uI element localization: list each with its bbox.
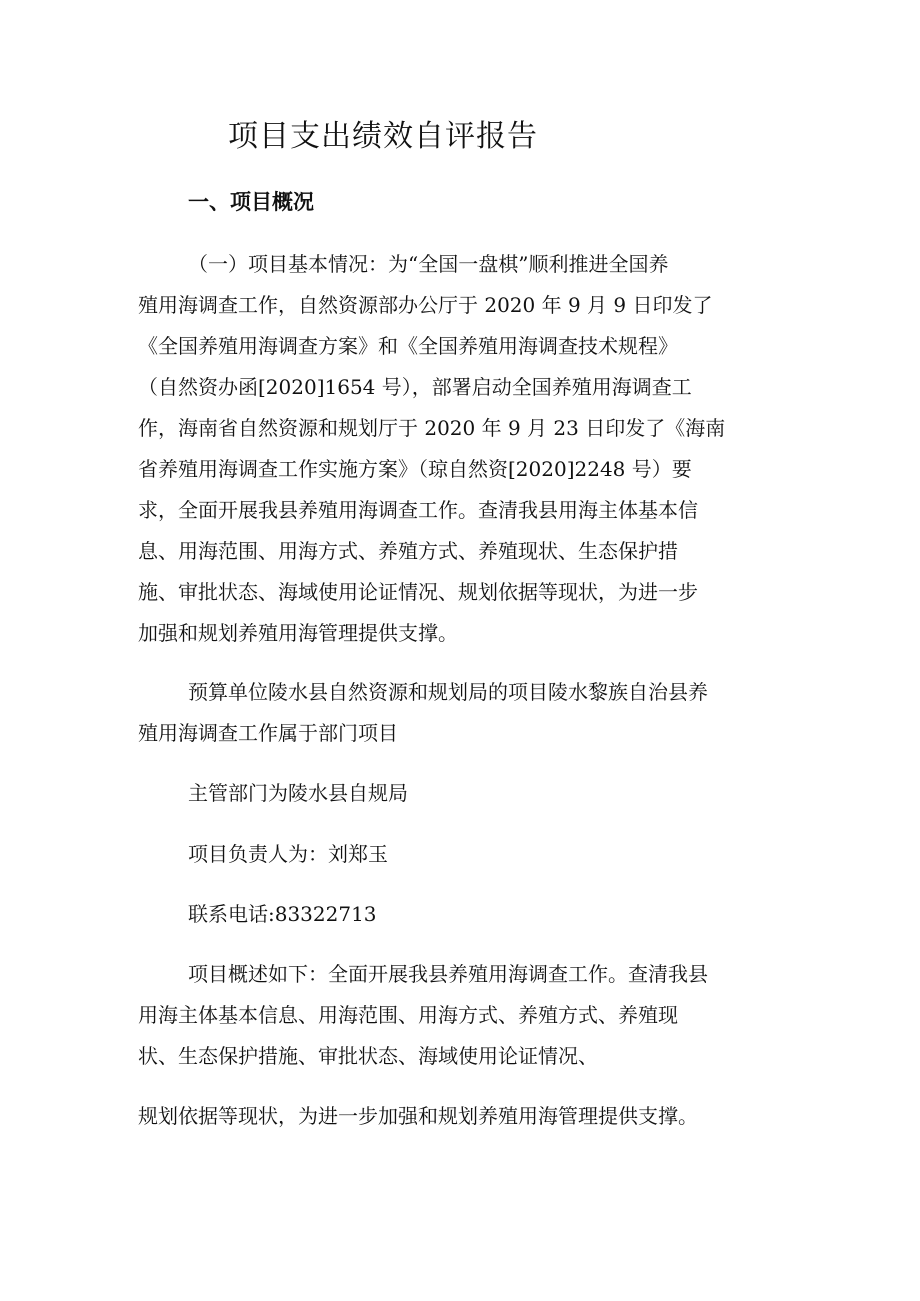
paragraph-line: 施、审批状态、海域使用论证情况、规划依据等现状，为进一步 <box>138 580 698 604</box>
paragraph-line: 《全国养殖用海调查方案》和《全国养殖用海调查技术规程》 <box>138 334 678 358</box>
paragraph-line: 息、用海范围、用海方式、养殖方式、养殖现状、生态保护措 <box>138 539 678 563</box>
paragraph-line: （自然资办函[2020]1654 号），部署启动全国养殖用海调查工 <box>138 375 692 399</box>
paragraph-line: 状、生态保护措施、审批状态、海域使用论证情况、 <box>138 1044 598 1068</box>
paragraph-line: （一）项目基本情况：为“全国一盘棋”顺利推进全国养 <box>188 252 669 276</box>
paragraph-line: 用海主体基本信息、用海范围、用海方式、养殖方式、养殖现 <box>138 1003 678 1027</box>
paragraph-line: 加强和规划养殖用海管理提供支撑。 <box>138 621 458 645</box>
contact-phone: 联系电话:83322713 <box>188 902 377 926</box>
paragraph-line: 殖用海调查工作属于部门项目 <box>138 721 398 745</box>
paragraph-line: 作，海南省自然资源和规划厅于 2020 年 9 月 23 日印发了《海南 <box>138 416 726 440</box>
paragraph-line: 求，全面开展我县养殖用海调查工作。查清我县用海主体基本信 <box>138 498 698 522</box>
paragraph-line: 省养殖用海调查工作实施方案》（琼自然资[2020]2248 号）要 <box>138 457 692 481</box>
paragraph-line: 殖用海调查工作，自然资源部办公厅于 2020 年 9 月 9 日印发了 <box>138 293 713 317</box>
paragraph-line: 项目概述如下：全面开展我县养殖用海调查工作。查清我县 <box>188 962 708 986</box>
section-heading: 一、项目概况 <box>188 190 314 214</box>
page-title: 项目支出绩效自评报告 <box>228 119 538 154</box>
project-manager: 项目负责人为：刘郑玉 <box>188 842 388 866</box>
supervisor-department: 主管部门为陵水县自规局 <box>188 781 408 805</box>
paragraph-line: 预算单位陵水县自然资源和规划局的项目陵水黎族自治县养 <box>188 680 708 704</box>
paragraph-line: 规划依据等现状，为进一步加强和规划养殖用海管理提供支撑。 <box>138 1104 698 1128</box>
